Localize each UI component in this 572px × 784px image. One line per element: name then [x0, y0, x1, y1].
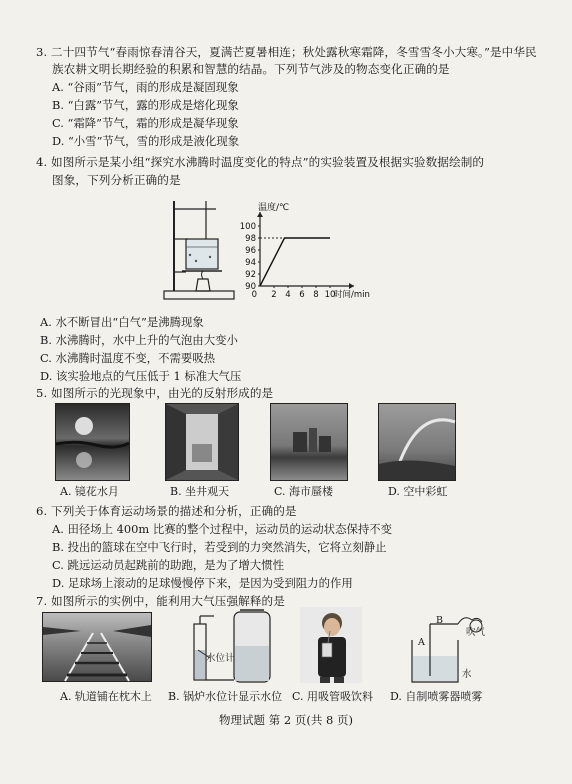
x-axis-label: 时间/min — [334, 290, 370, 300]
mirror-flower-water-moon-photo — [55, 403, 130, 481]
x-tick-label: 10 — [324, 290, 336, 300]
q4-stem-line1: 4. 如图所示是某小组“探究水沸腾时温度变化的特点”的实验装置及根据实验数据绘制的 — [36, 155, 485, 169]
point-a-label: A — [418, 637, 425, 648]
boiler-water-gauge-figure — [180, 606, 276, 686]
q3-option-d: D. “小雪”节气，雪的形成是液化现象 — [52, 134, 240, 148]
blow-label: 吹气 — [466, 627, 486, 638]
q4-option-d: D. 该实验地点的气压低于 1 标准大气压 — [40, 369, 242, 383]
x-axis-arrow — [349, 283, 354, 289]
q6-stem: 6. 下列关于体育运动场景的描述和分析，正确的是 — [36, 504, 297, 518]
rainbow-photo — [378, 403, 456, 481]
x-tick-label: 2 — [271, 290, 277, 300]
q5-caption-b: B. 坐井观天 — [170, 485, 230, 498]
water-gauge-label: 水位计 — [206, 653, 235, 664]
mirage-photo — [270, 403, 348, 481]
boiling-apparatus-figure — [160, 195, 238, 303]
q6-option-a: A. 田径场上 400m 比赛的整个过程中，运动员的运动状态保持不变 — [52, 522, 393, 536]
q3-stem-line1: 3. 二十四节气“春雨惊春清谷天，夏满芒夏暑相连；秋处露秋寒霜降，冬雪雪冬小大寒。”是中华民 — [36, 45, 537, 59]
q5-caption-d: D. 空中彩虹 — [388, 485, 448, 498]
q5-caption-a: A. 镜花水月 — [60, 485, 119, 498]
q3-option-a: A. “谷雨”节气，雨的形成是凝固现象 — [52, 80, 239, 94]
x-tick-label: 4 — [285, 290, 291, 300]
q7-caption-a: A. 轨道铺在枕木上 — [60, 690, 152, 703]
x-tick-label: 8 — [313, 290, 319, 300]
q3-stem-line2: 族农耕文明长期经验的积累和智慧的结晶。下列节气涉及的物态变化正确的是 — [52, 62, 450, 76]
q4-option-c: C. 水沸腾时温度不变，不需要吸热 — [40, 351, 216, 365]
q5-stem: 5. 如图所示的光现象中，由光的反射形成的是 — [36, 386, 274, 400]
q5-caption-c: C. 海市蜃楼 — [274, 485, 334, 498]
temperature-curve — [260, 238, 330, 286]
q4-option-b: B. 水沸腾时，水中上升的气泡由大变小 — [40, 333, 238, 347]
q7-stem: 7. 如图所示的实例中，能利用大气压强解释的是 — [36, 594, 285, 608]
frog-in-well-photo — [165, 403, 239, 481]
q7-caption-d: D. 自制喷雾器喷雾 — [390, 690, 483, 703]
q6-option-b: B. 投出的篮球在空中飞行时，若受到的力突然消失，它将立刻静止 — [52, 540, 387, 554]
y-tick-label: 92 — [245, 270, 256, 280]
q7-caption-b: B. 锅炉水位计显示水位 — [168, 690, 283, 703]
y-tick-label: 100 — [239, 222, 256, 232]
q6-option-d: D. 足球场上滚动的足球慢慢停下来，是因为受到阻力的作用 — [52, 576, 353, 590]
y-axis-label: 温度/℃ — [258, 203, 290, 213]
x-tick-label: 6 — [299, 290, 305, 300]
q3-option-b: B. “白露”节气，露的形成是熔化现象 — [52, 98, 239, 112]
y-tick-label: 96 — [245, 246, 256, 256]
y-tick-label: 90 — [245, 282, 256, 292]
origin-label: 0 — [251, 290, 257, 300]
q3-option-c: C. “霜降”节气，霜的形成是凝华现象 — [52, 116, 239, 130]
temperature-time-graph — [232, 196, 370, 300]
railway-sleepers-photo — [42, 612, 152, 682]
q4-option-a: A. 水不断冒出“白气”是沸腾现象 — [40, 315, 204, 329]
point-b-label: B — [436, 615, 443, 626]
q7-caption-c: C. 用吸管吸饮料 — [292, 690, 374, 703]
water-label: 水 — [462, 669, 472, 680]
q6-option-c: C. 跳远运动员起跳前的助跑，是为了增大惯性 — [52, 558, 284, 572]
y-tick-label: 98 — [245, 234, 256, 244]
homemade-sprayer-figure — [394, 610, 494, 686]
q4-stem-line2: 图象，下列分析正确的是 — [52, 173, 181, 187]
page-footer: 物理试题 第 2 页(共 8 页) — [219, 713, 353, 727]
y-tick-label: 94 — [245, 258, 256, 268]
child-drinking-through-straw-photo — [300, 607, 362, 683]
